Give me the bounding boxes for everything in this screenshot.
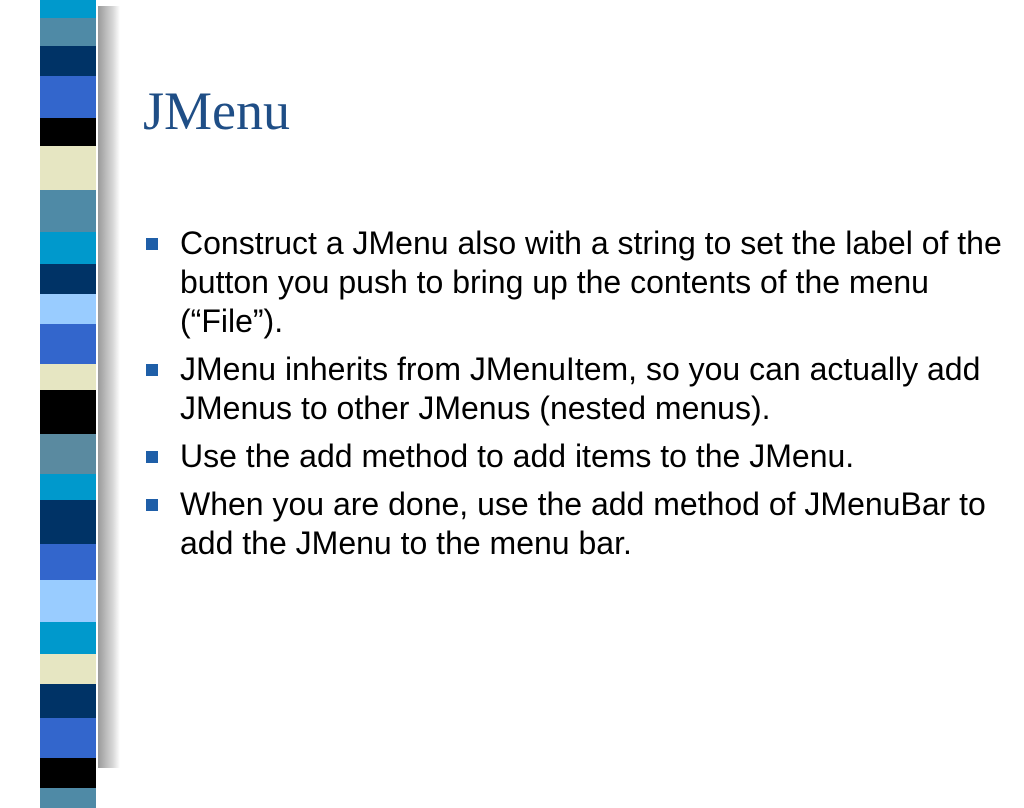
stripe-block (40, 718, 96, 758)
list-item (146, 350, 1006, 428)
stripe-block (40, 500, 96, 544)
stripe-block (40, 474, 96, 500)
square-bullet-icon (146, 238, 158, 250)
stripe-block (40, 684, 96, 718)
stripe-block (40, 788, 96, 808)
stripe-block (40, 264, 96, 294)
list-item (146, 485, 1006, 563)
decorative-stripe (40, 0, 100, 768)
square-bullet-icon (146, 364, 158, 376)
stripe-block (40, 758, 96, 788)
list-item (146, 437, 1006, 476)
stripe-block (40, 0, 96, 18)
stripe-block (40, 118, 96, 146)
stripe-block (40, 46, 96, 76)
stripe-block (40, 364, 96, 390)
stripe-block (40, 390, 96, 434)
stripe-block (40, 654, 96, 684)
square-bullet-icon (146, 499, 158, 511)
stripe-block (40, 434, 96, 474)
stripe-block (40, 76, 96, 118)
bullet-text: When you are done, use the add method of JMenuBar to add the JMenu to the menu bar. (180, 486, 986, 561)
bullet-text: Construct a JMenu also with a string to set the label of the button you push to bring up the contents of the menu (“File”). (180, 225, 1002, 339)
stripe-block (40, 622, 96, 654)
bullet-text: Use the add method to add items to the JMenu. (180, 438, 855, 474)
slide-title: JMenu (143, 81, 290, 141)
stripe-block (40, 580, 96, 622)
bullet-list (146, 224, 1006, 572)
stripe-blocks (40, 0, 96, 768)
stripe-block (40, 544, 96, 580)
stripe-block (40, 146, 96, 190)
stripe-block (40, 324, 96, 364)
stripe-block (40, 294, 96, 324)
stripe-block (40, 190, 96, 232)
square-bullet-icon (146, 451, 158, 463)
stripe-block (40, 232, 96, 264)
bullet-text: JMenu inherits from JMenuItem, so you can actually add JMenus to other JMenus (nested menus). (180, 351, 981, 426)
stripe-block (40, 18, 96, 46)
list-item (146, 224, 1006, 341)
stripe-shadow (98, 6, 120, 768)
